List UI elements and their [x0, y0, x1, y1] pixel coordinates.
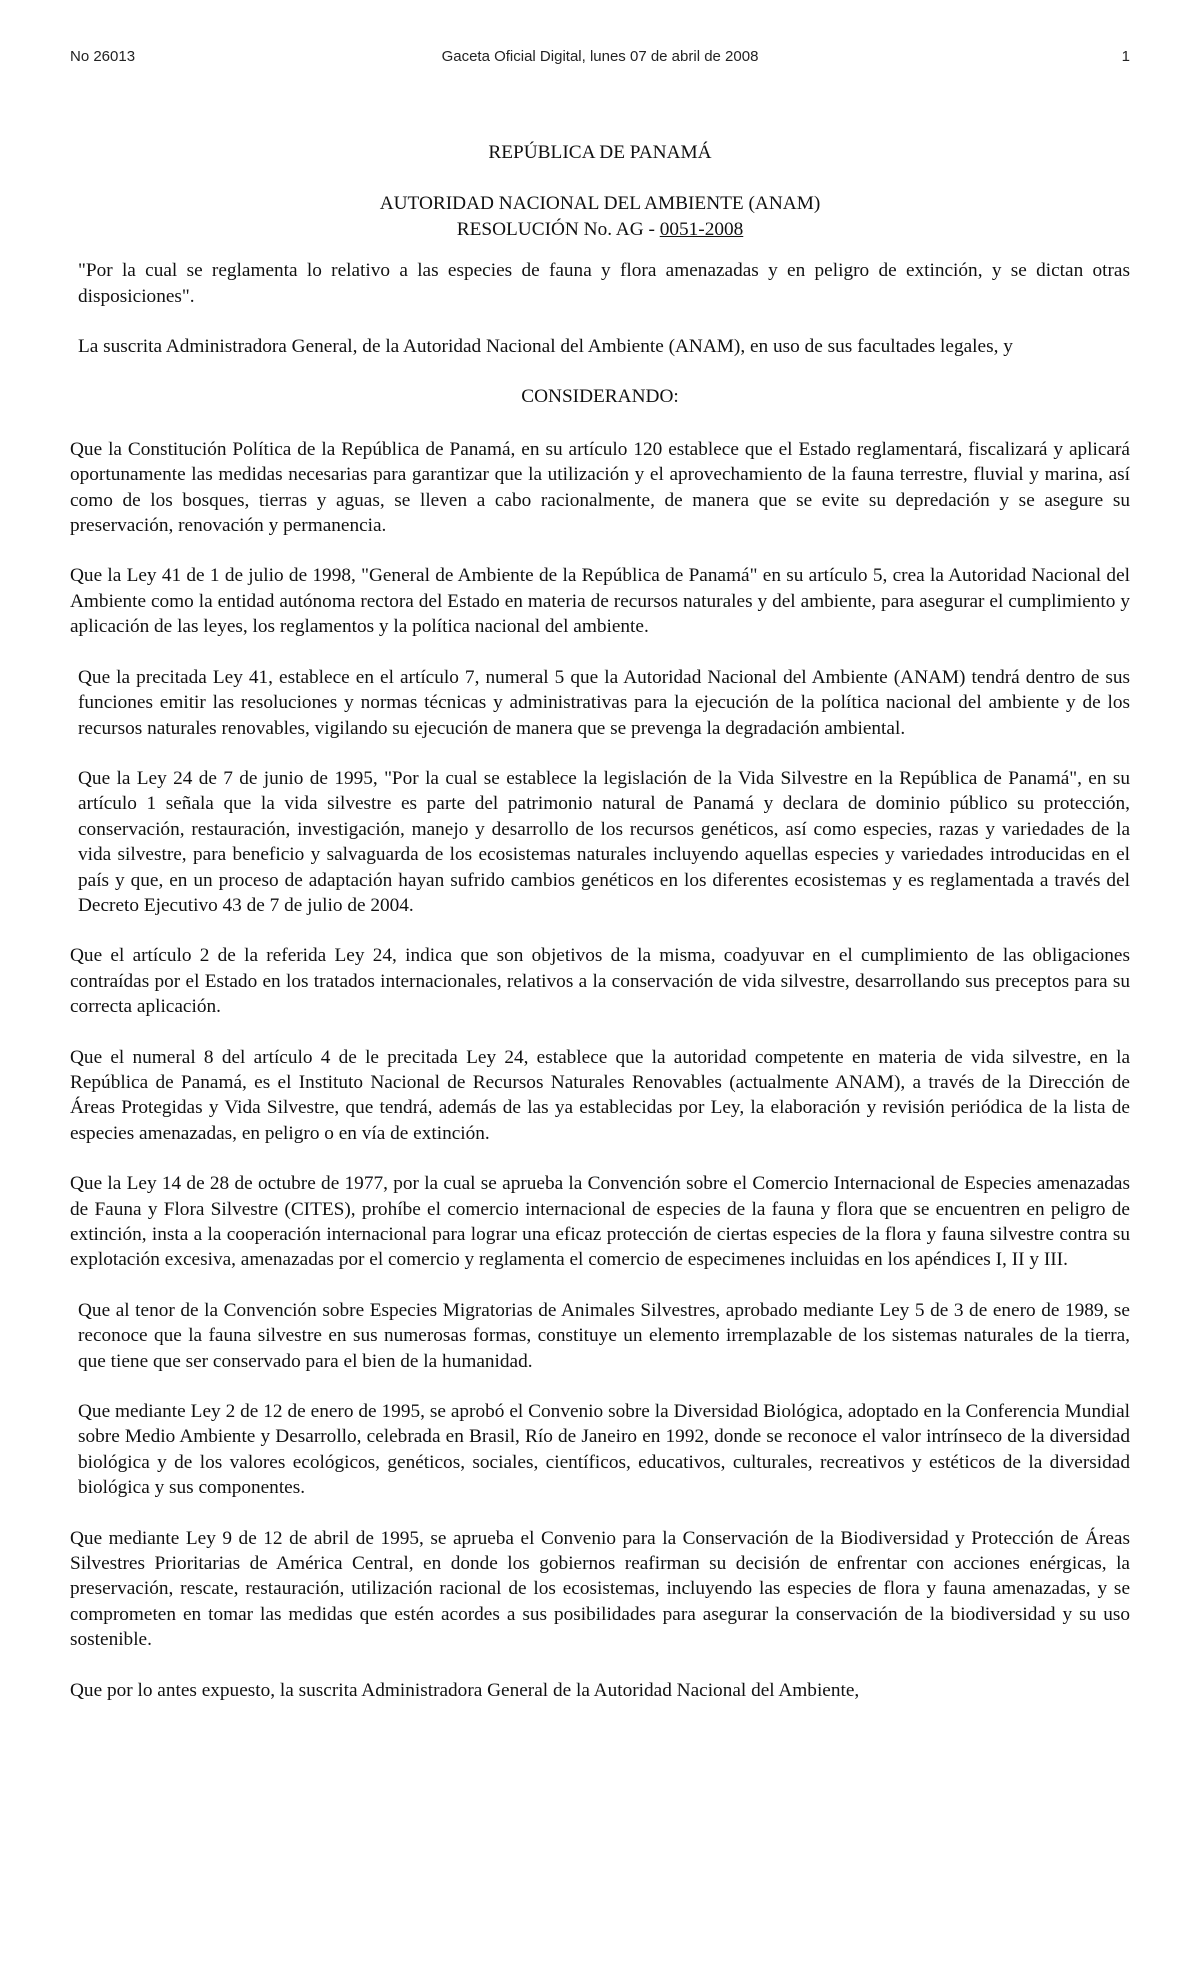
- paragraph-10: Que mediante Ley 9 de 12 de abril de 1995, se aprueba el Convenio para la Conservación de la Biodiversidad y Protección de Áreas Silvestres Prioritarias de América Central, en donde los gobiernos reafirman su decisión de enfrentar con acciones enérgicas, la preservación, rescate, restauración, utilización racional de los ecosistemas, incluyendo las especies de flora y fauna amenazadas, y se comprometen en tomar las medidas que estén acordes a sus posibilidades para asegurar la conservación de la biodiversidad y su uso sostenible.: [70, 1527, 1130, 1651]
- document-body: [70, 140, 1130, 1728]
- resolution-prefix: RESOLUCIÓN No. AG -: [456, 218, 660, 240]
- resolution-number: 0051-2008: [659, 218, 744, 240]
- paragraph-6: Que el numeral 8 del artículo 4 de le precitada Ley 24, establece que la autoridad competente en materia de vida silvestre, en la República de Panamá, es el Instituto Nacional de Recursos Naturales Renovables (actualmente ANAM), a través de la Dirección de Áreas Protegidas y Vida Silvestre, que tendrá, además de las ya establecidas por Ley, la elaboración y revisión periódica de la lista de especies amenazadas, en peligro o en vía de extinción.: [70, 1046, 1130, 1144]
- paragraph-8: Que al tenor de la Convención sobre Especies Migratorias de Animales Silvestres, aprobado mediante Ley 5 de 3 de enero de 1989, se reconoce que la fauna silvestre en sus numerosas formas, constituye un elemento irremplazable de los sistemas naturales de la tierra, que tiene que ser conservado para el bien de la humanidad.: [78, 1299, 1130, 1372]
- gazette-number: No 26013: [70, 48, 136, 65]
- page-number: 1: [1121, 48, 1130, 65]
- paragraph-11: Que por lo antes expuesto, la suscrita Administradora General de la Autoridad Nacional del Ambiente,: [70, 1679, 860, 1701]
- resolution-heading: [70, 217, 1130, 242]
- resolution-subject: "Por la cual se reglamenta lo relativo a las especies de fauna y flora amenazadas y en peligro de extinción, y se dictan otras disposiciones".: [78, 260, 1130, 307]
- paragraph-7: Que la Ley 14 de 28 de octubre de 1977, por la cual se aprueba la Convención sobre el Comercio Internacional de Especies amenazadas de Fauna y Flora Silvestre (CITES), prohíbe el comercio internacional de especies de la fauna y flora que se encuentren en peligro de extinción, insta a la cooperación internacional para lograr una eficaz protección de ciertas especies de la flora y fauna silvestre contra su explotación excesiva, amenazadas por el comercio y reglamenta el comercio de especimenes incluidas en los apéndices I, II y III.: [70, 1173, 1130, 1271]
- page-header: [70, 48, 1130, 68]
- considerando-heading: CONSIDERANDO:: [521, 386, 679, 408]
- intro-paragraph: La suscrita Administradora General, de la Autoridad Nacional del Ambiente (ANAM), en uso de sus facultades legales, y: [78, 336, 1013, 358]
- gazette-title: Gaceta Oficial Digital, lunes 07 de abril de 2008: [441, 48, 759, 65]
- paragraph-4: Que la Ley 24 de 7 de junio de 1995, "Por la cual se establece la legislación de la Vida Silvestre en la República de Panamá", en su artículo 1 señala que la vida silvestre es parte del patrimonio natural de Panamá y declara de dominio público su protección, conservación, restauración, investigación, manejo y desarrollo de los recursos genéticos, así como especies, razas y variedades de la vida silvestre, para beneficio y salvaguarda de los ecosistemas naturales incluyendo aquellas especies y variedades introducidas en el país y que, en un proceso de adaptación hayan sufrido cambios genéticos en los diferentes ecosistemas y es reglamentada a través del Decreto Ejecutivo 43 de 7 de julio de 2004.: [78, 767, 1130, 916]
- paragraph-9: Que mediante Ley 2 de 12 de enero de 1995, se aprobó el Convenio sobre la Diversidad Biológica, adoptado en la Conferencia Mundial sobre Medio Ambiente y Desarrollo, celebrada en Brasil, Río de Janeiro en 1992, donde se reconoce el valor intrínseco de la diversidad biológica y de los valores ecológicos, genéticos, sociales, científicos, educativos, culturales, recreativos y estéticos de la diversidad biológica y sus componentes.: [78, 1401, 1130, 1499]
- paragraph-3: Que la precitada Ley 41, establece en el artículo 7, numeral 5 que la Autoridad Nacional del Ambiente (ANAM) tendrá dentro de sus funciones emitir las resoluciones y normas técnicas y administrativas para la ejecución de la política nacional del ambiente y de los recursos naturales renovables, vigilando su ejecución de manera que se prevenga la degradación ambiental.: [78, 666, 1130, 739]
- paragraph-1: Que la Constitución Política de la República de Panamá, en su artículo 120 establece que el Estado reglamentará, fiscalizará y aplicará oportunamente las medidas necesarias para garantizar que la utilización y el aprovechamiento de la fauna terrestre, fluvial y marina, así como de los bosques, tierras y aguas, se lleven a cabo racionalmente, de manera que se evite su depredación y se asegure su preservación, renovación y permanencia.: [70, 438, 1130, 537]
- country-heading: REPÚBLICA DE PANAMÁ: [488, 142, 712, 163]
- authority-heading: AUTORIDAD NACIONAL DEL AMBIENTE (ANAM): [379, 193, 821, 215]
- paragraph-5: Que el artículo 2 de la referida Ley 24, indica que son objetivos de la misma, coadyuvar en el cumplimiento de las obligaciones contraídas por el Estado en los tratados internacionales, relativos a la conservación de vida silvestre, desarrollando sus preceptos para su correcta aplicación.: [70, 945, 1130, 1018]
- paragraph-2: Que la Ley 41 de 1 de julio de 1998, "General de Ambiente de la República de Panamá" en su artículo 5, crea la Autoridad Nacional del Ambiente como la entidad autónoma rectora del Estado en materia de recursos naturales y del ambiente, para asegurar el cumplimiento y aplicación de las leyes, los reglamentos y la política nacional del ambiente.: [70, 565, 1130, 638]
